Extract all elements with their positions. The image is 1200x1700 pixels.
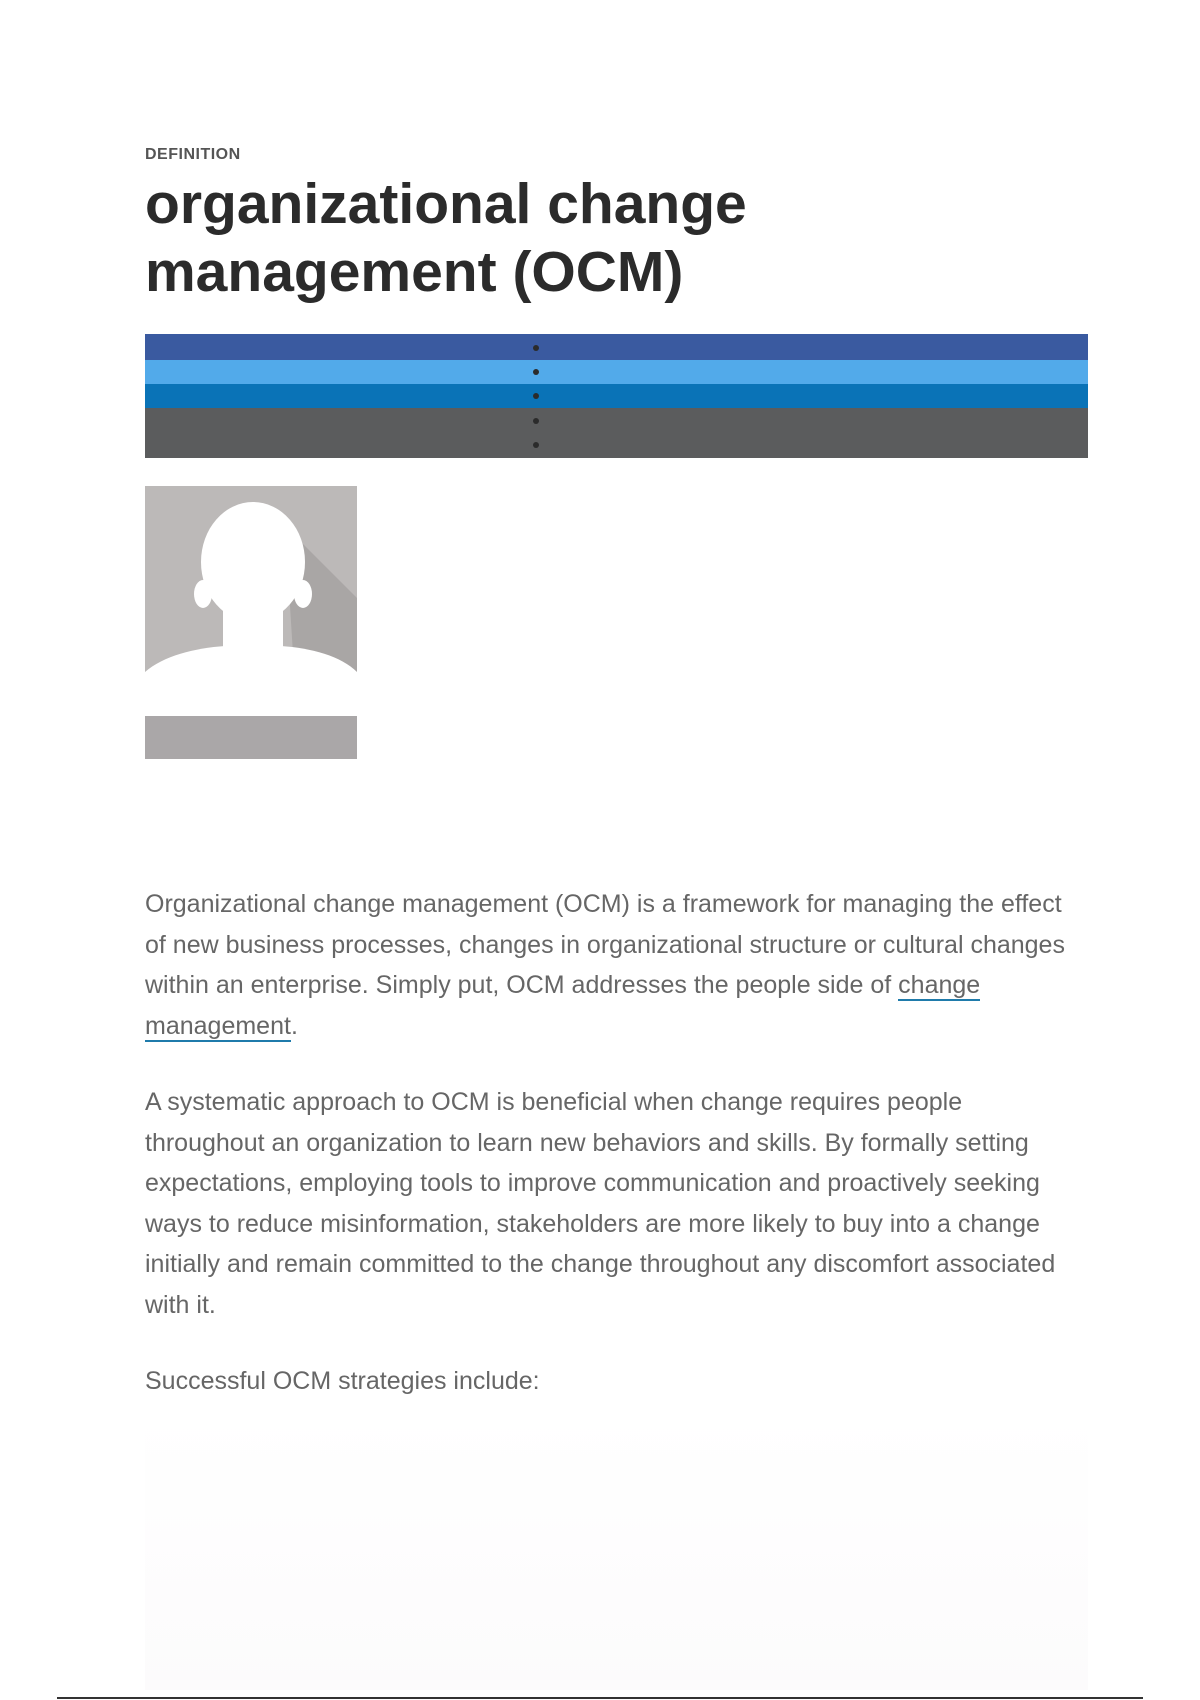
banner-stripe-blue [145, 384, 1088, 408]
banner-dot [533, 442, 539, 448]
change-management-link[interactable]: change management [145, 971, 981, 1040]
page-title: organizational change management (OCM) [145, 172, 747, 304]
header-banner [145, 334, 1088, 458]
article-paragraph: A systematic approach to OCM is beneficial when change requires people throughout an organization to learn new behaviors and skills. By formally setting expectations, employing tools to improve communication and proactively seeking ways to reduce misinformation, stakeholders are more likely to buy into a change initially and remain committed to the change throughout any discomfort associated with it. [145, 1088, 1056, 1319]
definition-label: DEFINITION [145, 146, 241, 163]
content-placeholder [145, 1410, 1088, 1690]
person-silhouette-icon [145, 486, 357, 686]
avatar-caption-bar [145, 716, 357, 759]
banner-dot [533, 393, 539, 399]
paragraph-text: . [290, 1011, 298, 1040]
paragraph-text: Organizational change management (OCM) is a framework for managing the effect of new business processes, changes in organizational structure or cultural changes within an enterprise. Simply put, OCM addresses the people side of [145, 890, 1065, 999]
banner-stripe-dark-blue [145, 334, 1088, 360]
banner-stripe-light-blue [145, 360, 1088, 384]
banner-dot [533, 345, 539, 351]
footer-divider [57, 1697, 1143, 1699]
banner-dot [533, 369, 539, 375]
banner-stripe-gray [145, 408, 1088, 458]
article-paragraph [145, 884, 1088, 1046]
banner-dots [532, 334, 540, 458]
article-body [145, 884, 1088, 1438]
banner-dot [533, 418, 539, 424]
article-paragraph: Successful OCM strategies include: [145, 1367, 540, 1395]
